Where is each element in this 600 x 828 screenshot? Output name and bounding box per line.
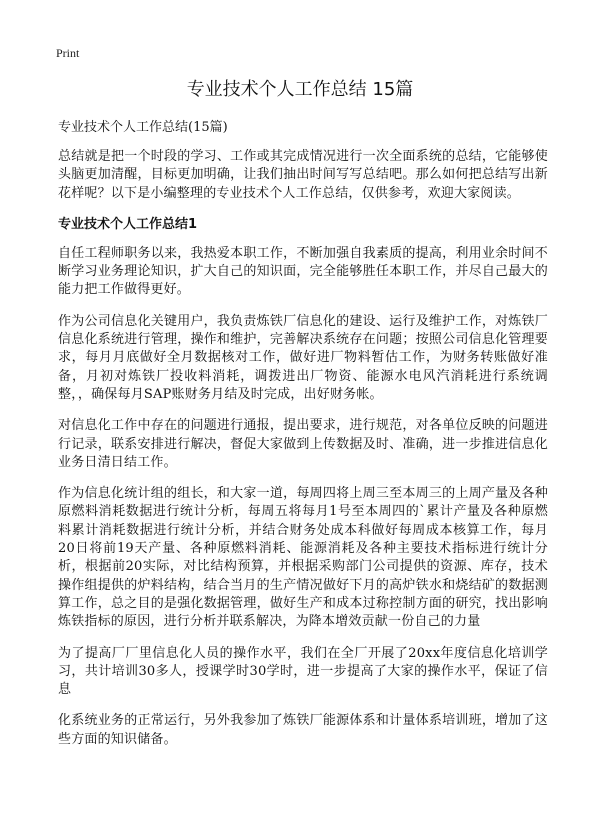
document-subtitle: 专业技术个人工作总结(15篇)	[58, 120, 228, 135]
body-paragraph-2: 作为公司信息化关键用户，我负责炼铁厂信息化的建设、运行及维护工作，对炼铁厂信息化系统进行管理，操作和维护，完善解决系统存在问题；按照公司信息化管理要求，每月月底做好全月数据核对工作，做好进厂物料暂估工作，为财务转账做好准备，月初对炼铁厂投收料消耗，调拨进出厂物资、能源水电风汽消耗进行系统调整，，确保每月SAP账财务月结及时完成，出好财务帐。	[58, 313, 548, 402]
body-paragraph-4: 作为信息化统计组的组长，和大家一道，每周四将上周三至本周三的上周产量及各种原燃料消耗数据进行统计分析，每周五将每月1号至本周四的`累计产量及各种原燃料累计消耗数据进行统计分析，并结合财务处成本科做好每周成本核算工作，每月20日将前19天产量、各种原燃料消耗、能源消耗及各种主要技术指标进行统计分析，根据前20实际，对比结构预算，并根据采购部门公司提供的资源、库存，技术操作组提供的炉料结构，结合当月的生产情况做好下月的高炉铁水和烧结矿的数据测算工作，总之目的是强化数据管理，做好生产和成本过称控制方面的研究，找出影响炼铁指标的原因，进行分析并联系解决，为降本增效贡献一份自己的力量	[58, 486, 548, 630]
body-paragraph-5: 为了提高厂厂里信息化人员的操作水平，我们在全厂开展了20xx年度信息化培训学习，共计培训30多人，授课学时30学时，进一步提高了大家的操作水平，保证了信息	[58, 645, 548, 698]
document-body	[58, 119, 548, 762]
body-paragraph-6: 化系统业务的正常运行，另外我参加了炼铁厂能源体系和计量体系培训班，增加了这些方面的知识储备。	[58, 713, 548, 747]
body-paragraph-1: 自任工程师职务以来，我热爱本职工作，不断加强自我素质的提高，利用业余时间不断学习业务理论知识，扩大自己的知识面，完全能够胜任本职工作，并尽自己最大的能力把工作做得更好。	[58, 245, 548, 298]
body-paragraph-3: 对信息化工作中存在的问题进行通报，提出要求，进行规范，对各单位反映的问题进行记录，联系安排进行解决，督促大家做到上传数据及时、准确，进一步推进信息化业务日清日结工作。	[58, 418, 548, 470]
page-title: 专业技术个人工作总结 15篇	[186, 79, 414, 100]
print-label: Print	[56, 46, 80, 60]
intro-paragraph: 总结就是把一个时段的学习、工作或其完成情况进行一次全面系统的总结，它能够使头脑更加清醒，目标更加明确，让我们抽出时间写写总结吧。那么如何把总结写出新花样呢？以下是小编整理的专业技术个人工作总结，仅供参考，欢迎大家阅读。	[58, 149, 548, 201]
section-heading: 专业技术个人工作总结1	[58, 216, 198, 232]
